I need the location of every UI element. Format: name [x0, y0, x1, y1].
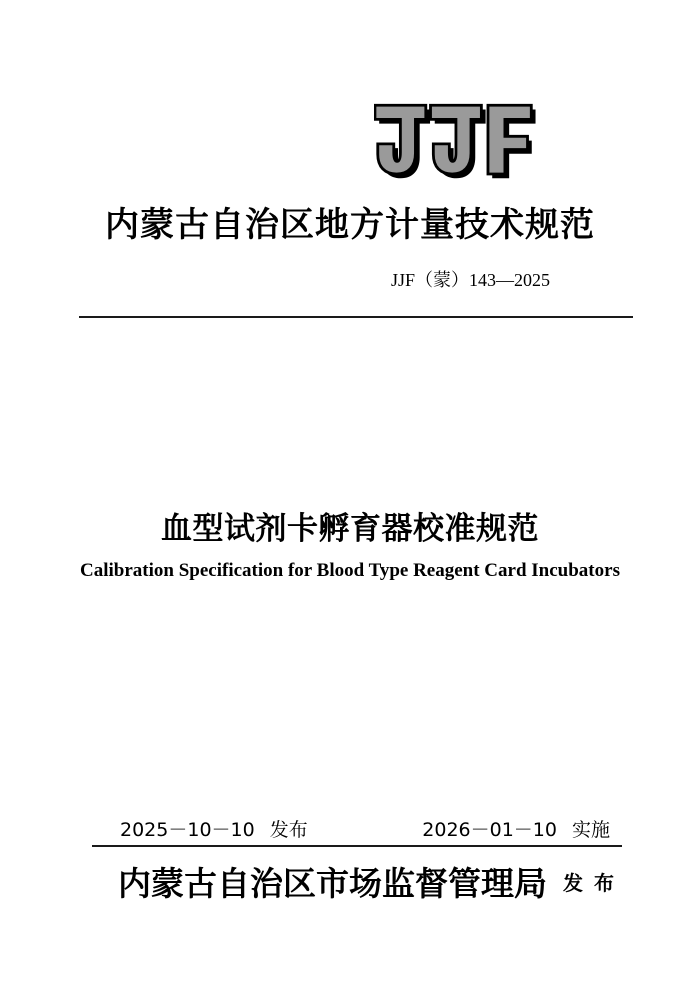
implement-date-group	[422, 815, 610, 842]
implement-label: 实施	[571, 819, 610, 841]
issue-label: 发布	[269, 819, 308, 841]
doc-number: JJF（蒙）143—2025	[391, 270, 551, 290]
issue-date-group	[120, 815, 308, 842]
main-title-en: Calibration Specification for Blood Type Reagent Card Incubators	[80, 560, 620, 581]
main-title-cn: 血型试剂卡孵育器校准规范	[161, 511, 539, 547]
jjf-logo-graphic	[374, 103, 536, 181]
top-rule	[79, 316, 633, 318]
bottom-rule	[92, 845, 622, 847]
jjf-logo	[374, 103, 536, 181]
publisher-name: 内蒙古自治区市场监督管理局	[118, 867, 547, 903]
dates-row	[120, 815, 610, 842]
series-title: 内蒙古自治区地方计量技术规范	[105, 207, 595, 244]
publisher-action-label: 发 布	[563, 871, 616, 895]
issue-date: 2025－10－10	[120, 819, 255, 841]
publisher-row	[118, 858, 618, 905]
implement-date: 2026－01－10	[422, 819, 557, 841]
